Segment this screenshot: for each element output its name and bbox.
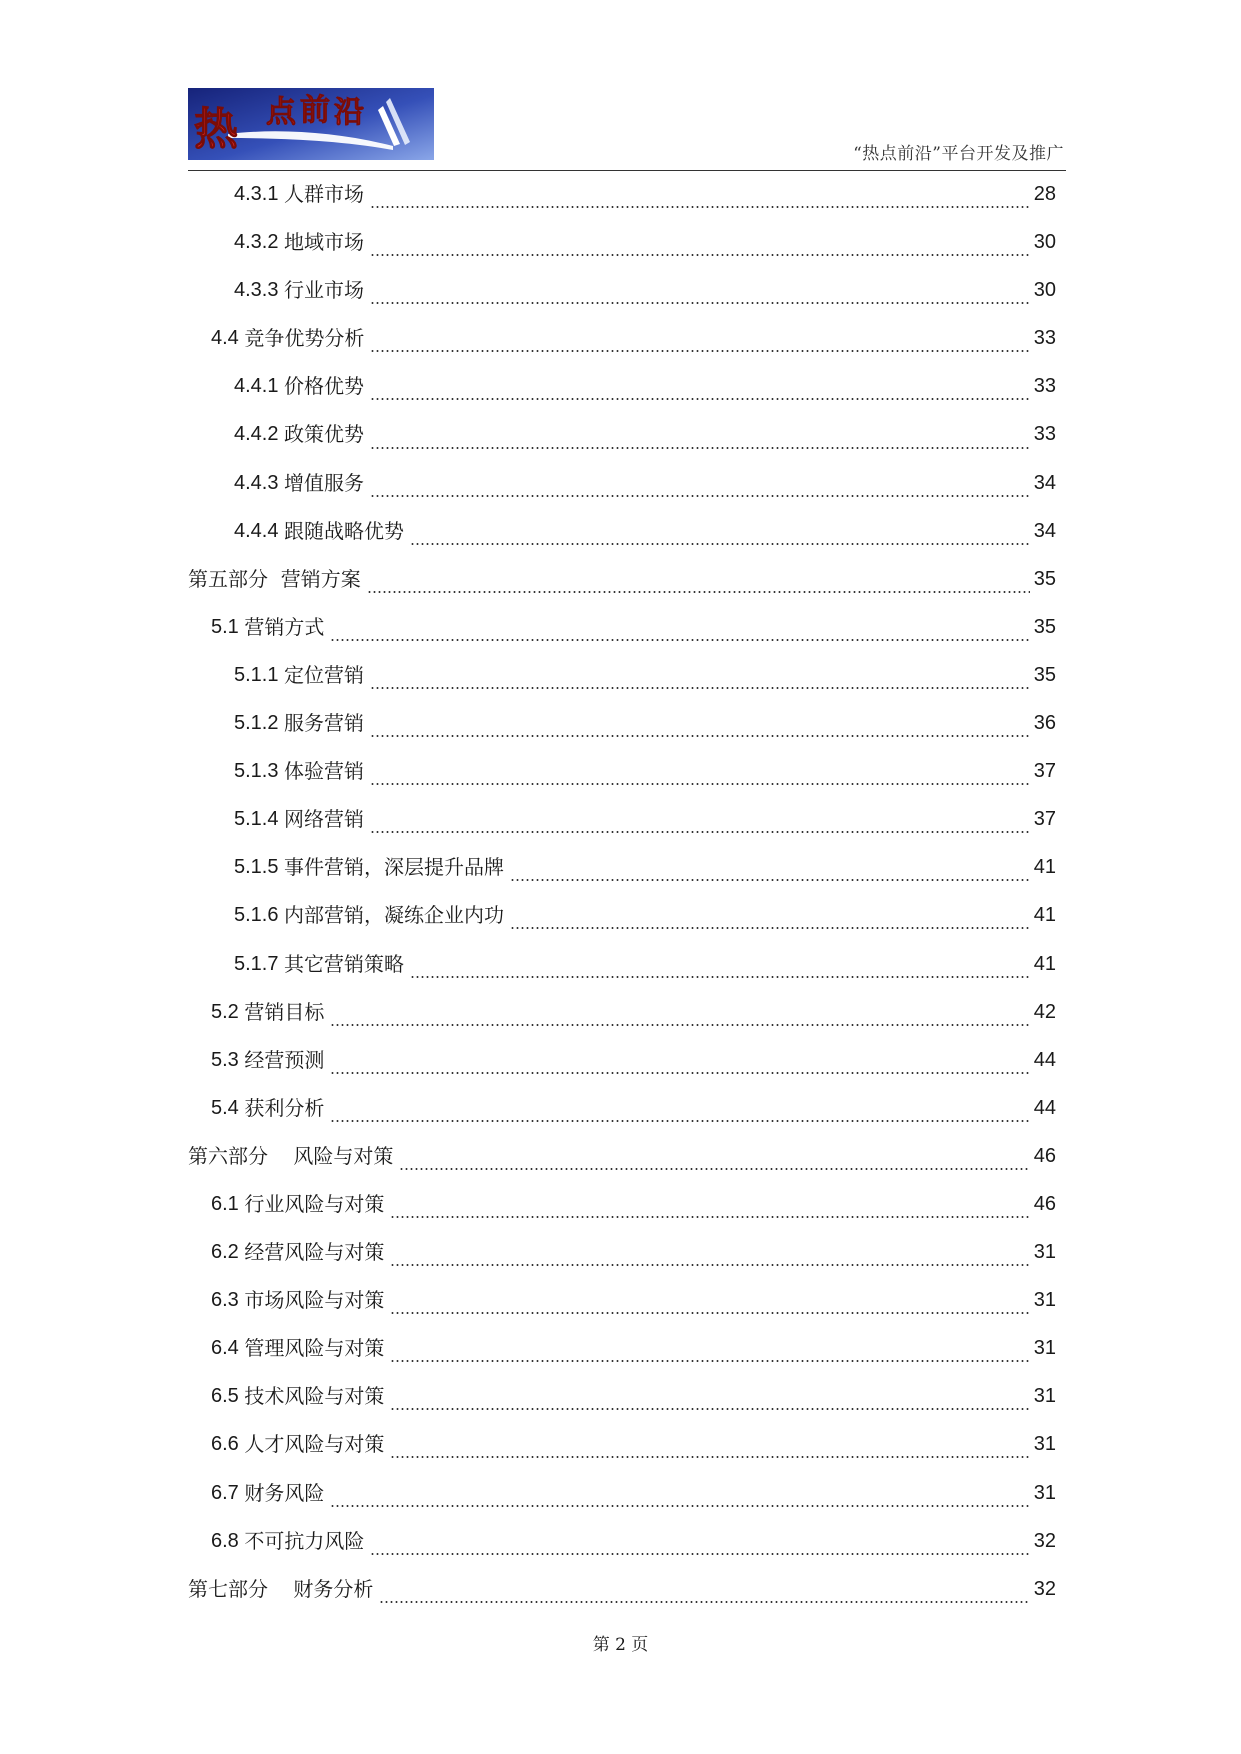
toc-entry-title: 行业风险与对策 (244, 1191, 385, 1216)
toc-dot-leader (370, 333, 1029, 353)
toc-dot-leader (330, 1488, 1029, 1508)
toc-entry-number: 6.7 (211, 1481, 245, 1504)
toc-dot-leader (399, 1151, 1029, 1171)
toc-dot-leader (370, 285, 1030, 305)
svg-text:前: 前 (300, 93, 330, 128)
header-document-title: “热点前沿”平台开发及推广 (853, 144, 1064, 164)
toc-entry-number: 5.1.6 (234, 904, 285, 927)
toc-entry-page-number: 31 (1033, 1433, 1056, 1456)
toc-entry-title: 内部营销，凝练企业内功 (284, 903, 505, 928)
toc-entry[interactable] (188, 795, 1056, 843)
toc-entry[interactable] (188, 1228, 1056, 1276)
toc-entry-page-number: 31 (1033, 1337, 1056, 1360)
toc-entry-page-number: 37 (1033, 760, 1056, 783)
toc-entry-page-number: 32 (1033, 1577, 1056, 1600)
toc-entry-number: 6.2 (211, 1241, 245, 1264)
toc-entry[interactable] (188, 1469, 1056, 1517)
toc-entry-number: 5.1.2 (234, 712, 285, 735)
toc-dot-leader (330, 1103, 1029, 1123)
toc-entry-number: 4.4.1 (234, 375, 285, 398)
toc-entry[interactable] (188, 988, 1056, 1036)
toc-dot-leader (330, 1055, 1029, 1075)
toc-entry-number: 5.2 (211, 1000, 245, 1023)
toc-dot-leader (510, 910, 1030, 930)
toc-entry-number: 6.3 (211, 1289, 245, 1312)
toc-dot-leader (390, 1439, 1029, 1459)
toc-entry-page-number: 34 (1033, 519, 1056, 542)
toc-entry-page-number: 44 (1033, 1096, 1056, 1119)
toc-entry-title: 经营风险与对策 (244, 1240, 385, 1265)
toc-entry-title: 财务风险 (244, 1480, 325, 1505)
toc-entry[interactable] (188, 747, 1056, 795)
toc-entry[interactable] (188, 843, 1056, 891)
toc-entry-title: 体验营销 (284, 759, 365, 784)
toc-entry-number: 4.4.3 (234, 471, 285, 494)
toc-entry-number: 6.8 (211, 1529, 245, 1552)
toc-entry-page-number: 34 (1033, 471, 1056, 494)
toc-entry-number: 5.4 (211, 1096, 245, 1119)
toc-dot-leader (370, 718, 1030, 738)
toc-entry-title: 增值服务 (284, 470, 365, 495)
toc-entry-number: 4.3.1 (234, 183, 285, 205)
toc-entry-title: 定位营销 (284, 662, 365, 687)
toc-entry-page-number: 31 (1033, 1385, 1056, 1408)
toc-entry-title: 其它营销策略 (284, 951, 405, 976)
toc-entry-title: 营销目标 (244, 999, 325, 1024)
toc-entry-number: 5.3 (211, 1048, 245, 1071)
toc-entry-number: 5.1.4 (234, 808, 285, 831)
toc-entry-title: 行业市场 (284, 278, 365, 303)
brand-logo (188, 88, 434, 160)
toc-dot-leader (370, 766, 1030, 786)
toc-entry-number: 4.4.4 (234, 519, 285, 542)
toc-entry-page-number: 42 (1033, 1000, 1056, 1023)
toc-entry-number: 5.1 (211, 615, 245, 638)
toc-entry-page-number: 33 (1033, 423, 1056, 446)
toc-entry[interactable] (188, 940, 1056, 988)
toc-entry-number: 4.4 (211, 327, 245, 350)
toc-entry-title: 价格优势 (284, 374, 365, 399)
toc-entry-page-number: 41 (1033, 904, 1056, 927)
toc-dot-leader (330, 622, 1029, 642)
toc-dot-leader (370, 814, 1030, 834)
toc-dot-leader (370, 478, 1030, 498)
toc-entry-page-number: 37 (1033, 808, 1056, 831)
toc-entry-number: 5.1.3 (234, 760, 285, 783)
toc-entry-title: 竞争优势分析 (244, 326, 365, 351)
toc-dot-leader (367, 574, 1030, 594)
toc-entry-page-number: 31 (1033, 1241, 1056, 1264)
toc-dot-leader (370, 237, 1030, 257)
toc-dot-leader (390, 1343, 1029, 1363)
toc-dot-leader (379, 1584, 1029, 1604)
toc-entry-number: 4.3.2 (234, 231, 285, 254)
toc-dot-leader (410, 959, 1030, 979)
toc-entry-number: 5.1.7 (234, 952, 285, 975)
toc-entry-page-number: 35 (1033, 615, 1056, 638)
toc-entry-number: 6.4 (211, 1337, 245, 1360)
toc-entry-title: 地域市场 (284, 230, 365, 255)
svg-text:点: 点 (266, 95, 296, 130)
toc-entry-page-number: 28 (1033, 183, 1056, 205)
toc-entry-page-number: 35 (1033, 567, 1056, 590)
toc-entry[interactable] (188, 603, 1056, 651)
toc-dot-leader (370, 381, 1030, 401)
toc-entry[interactable] (188, 1324, 1056, 1372)
toc-entry-page-number: 33 (1033, 375, 1056, 398)
toc-dot-leader (510, 862, 1030, 882)
toc-dot-leader (390, 1295, 1029, 1315)
table-of-contents (188, 170, 1056, 1613)
toc-entry-page-number: 41 (1033, 952, 1056, 975)
toc-entry[interactable] (188, 555, 1056, 603)
toc-entry-number: 6.6 (211, 1433, 245, 1456)
toc-entry[interactable] (188, 1372, 1056, 1420)
toc-entry-title: 第六部分 风险与对策 (188, 1143, 394, 1168)
toc-entry-page-number: 46 (1033, 1144, 1056, 1167)
toc-dot-leader (390, 1199, 1029, 1219)
toc-entry[interactable] (188, 699, 1056, 747)
toc-entry[interactable] (188, 170, 1056, 218)
toc-dot-leader (370, 1536, 1029, 1556)
toc-dot-leader (390, 1391, 1029, 1411)
toc-entry[interactable] (188, 1036, 1056, 1084)
toc-entry-title: 第五部分 营销方案 (188, 566, 361, 591)
toc-entry[interactable] (188, 1565, 1056, 1613)
toc-dot-leader (410, 526, 1030, 546)
toc-entry-title: 跟随战略优势 (284, 518, 405, 543)
toc-entry-title: 网络营销 (284, 807, 365, 832)
toc-entry-number: 5.1.5 (234, 856, 285, 879)
toc-entry-page-number: 36 (1033, 712, 1056, 735)
toc-entry-title: 人才风险与对策 (244, 1432, 385, 1457)
toc-entry-title: 政策优势 (284, 422, 365, 447)
toc-dot-leader (370, 430, 1030, 450)
toc-entry[interactable] (188, 459, 1056, 507)
toc-entry-page-number: 30 (1033, 279, 1056, 302)
toc-entry-title: 第七部分 财务分析 (188, 1576, 374, 1601)
toc-dot-leader (330, 1007, 1029, 1027)
toc-entry[interactable] (188, 1420, 1056, 1468)
toc-entry-title: 营销方式 (244, 614, 325, 639)
svg-text:沿: 沿 (334, 95, 364, 130)
toc-entry-number: 6.5 (211, 1385, 245, 1408)
toc-dot-leader (370, 189, 1030, 209)
toc-entry-page-number: 41 (1033, 856, 1056, 879)
toc-entry[interactable] (188, 1180, 1056, 1228)
toc-entry[interactable] (188, 218, 1056, 266)
toc-entry-page-number: 31 (1033, 1289, 1056, 1312)
toc-entry[interactable] (188, 651, 1056, 699)
svg-text:热: 热 (194, 104, 238, 155)
toc-entry-title: 市场风险与对策 (244, 1288, 385, 1313)
toc-entry-title: 经营预测 (244, 1047, 325, 1072)
toc-entry-title: 技术风险与对策 (244, 1384, 385, 1409)
toc-entry-title: 事件营销，深层提升品牌 (284, 855, 505, 880)
toc-dot-leader (390, 1247, 1029, 1267)
toc-entry-number: 4.4.2 (234, 423, 285, 446)
toc-entry-page-number: 33 (1033, 327, 1056, 350)
page-number: 第 2 页 (592, 1635, 649, 1655)
toc-entry-title: 获利分析 (244, 1095, 325, 1120)
toc-entry-page-number: 30 (1033, 231, 1056, 254)
toc-entry-number: 5.1.1 (234, 663, 285, 686)
toc-entry-page-number: 35 (1033, 663, 1056, 686)
page-header (188, 88, 1066, 171)
toc-entry-number: 4.3.3 (234, 279, 285, 302)
toc-entry[interactable] (188, 891, 1056, 939)
toc-entry-title: 不可抗力风险 (244, 1528, 365, 1553)
toc-entry-number: 6.1 (211, 1192, 245, 1215)
toc-entry[interactable] (188, 410, 1056, 458)
toc-entry-page-number: 32 (1033, 1529, 1056, 1552)
toc-entry[interactable] (188, 1132, 1056, 1180)
toc-entry[interactable] (188, 314, 1056, 362)
toc-dot-leader (370, 670, 1030, 690)
toc-entry[interactable] (188, 266, 1056, 314)
toc-entry[interactable] (188, 1517, 1056, 1565)
toc-entry-page-number: 31 (1033, 1481, 1056, 1504)
toc-entry-title: 管理风险与对策 (244, 1336, 385, 1361)
toc-entry[interactable] (188, 362, 1056, 410)
toc-entry[interactable] (188, 1084, 1056, 1132)
toc-entry-page-number: 46 (1033, 1192, 1056, 1215)
toc-entry-page-number: 44 (1033, 1048, 1056, 1071)
toc-entry[interactable] (188, 507, 1056, 555)
logo-graphic (188, 88, 434, 160)
toc-entry-title: 服务营销 (284, 711, 365, 736)
toc-entry[interactable] (188, 1276, 1056, 1324)
toc-entry-title: 人群市场 (284, 182, 365, 206)
